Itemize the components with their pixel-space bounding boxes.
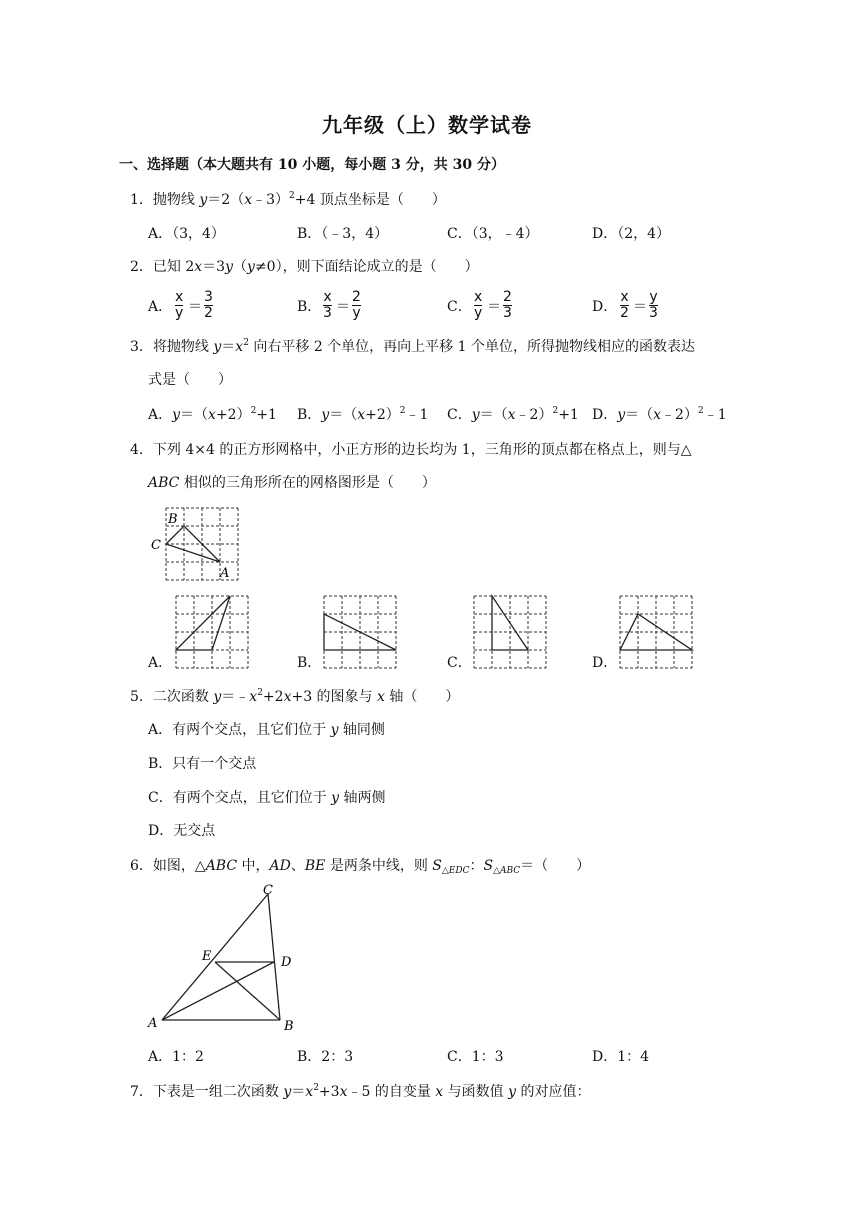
q6-label-d: D bbox=[281, 955, 292, 970]
q6-option-b[interactable]: B．2：3 bbox=[297, 1049, 354, 1065]
q4-option-d-grid-figure[interactable] bbox=[618, 594, 694, 670]
question-3-stem-cont: 式是（ ） bbox=[148, 372, 232, 388]
q6-triangle-figure bbox=[146, 884, 316, 1034]
q4-label-a: A bbox=[220, 566, 230, 581]
q4-reference-grid-figure bbox=[150, 505, 240, 585]
q1-option-b[interactable]: B．（﹣3，4） bbox=[297, 226, 389, 242]
q2-a-fraction-right: $\frac{3}{2}$ bbox=[204, 289, 213, 321]
q2-b-fraction-right: $\frac{2}{y}$ bbox=[352, 289, 361, 321]
question-3-stem: 3．将抛物线 $y=x^2$ 向右平移 2 个单位，再向上平移 1 个单位，所得抛物线相应的函数表达 bbox=[130, 338, 695, 355]
q2-d-equals: ＝ bbox=[633, 299, 647, 315]
q4-option-b-label[interactable]: B． bbox=[297, 655, 322, 671]
q3-option-b[interactable]: B．$y=(x+2)^2﹣1$ bbox=[297, 406, 429, 423]
q4-option-d-label[interactable]: D． bbox=[592, 655, 618, 671]
q4-option-c-label[interactable]: C． bbox=[447, 655, 472, 671]
question-2-stem: 2．已知 2x＝3y（y≠0），则下面结论成立的是（ ） bbox=[130, 259, 479, 275]
q1-option-a[interactable]: A．（3，4） bbox=[148, 226, 225, 242]
q5-option-d[interactable]: D．无交点 bbox=[148, 823, 216, 839]
q6-option-d[interactable]: D．1：4 bbox=[592, 1049, 650, 1065]
q3-option-c[interactable]: C．y＝（x﹣2）$^2$+1 bbox=[447, 406, 579, 423]
question-7-stem: 7．下表是一组二次函数 $y=x^2+3x﹣5$ 的自变量 x 与函数值 y 的对应值： bbox=[130, 1083, 591, 1100]
q2-d-fraction-right: $\frac{y}{3}$ bbox=[649, 289, 658, 321]
q2-c-equals: ＝ bbox=[487, 299, 501, 315]
question-5-stem: 5．二次函数 $y=﹣x^2+2x+3$ 的图象与 x 轴（ ） bbox=[130, 688, 460, 705]
q5-option-c[interactable]: C．有两个交点，且它们位于 y 轴两侧 bbox=[148, 790, 386, 806]
question-4-stem-cont: ABC 相似的三角形所在的网格图形是（ ） bbox=[148, 475, 436, 491]
q2-b-equals: ＝ bbox=[336, 299, 350, 315]
q6-option-c[interactable]: C．1：3 bbox=[447, 1049, 504, 1065]
q6-label-a: A bbox=[148, 1016, 158, 1031]
q2-option-c-label[interactable]: C． bbox=[447, 299, 472, 315]
question-6-stem: 6．如图，△ABC 中，AD、BE 是两条中线，则 $S_{\triangle EDC}$：$S_{\triangle ABC}=$（ ） bbox=[130, 858, 591, 876]
q6-label-e: E bbox=[202, 949, 212, 964]
q2-d-fraction-left: $\frac{x}{2}$ bbox=[620, 289, 629, 321]
question-4-stem: 4．下列 4×4 的正方形网格中，小正方形的边长均为 1，三角形的顶点都在格点上，则与△ bbox=[130, 442, 692, 458]
q2-a-fraction-left: $\frac{x}{y}$ bbox=[175, 289, 184, 321]
q3-option-d[interactable]: D．y＝（x﹣2）$^2$﹣1 bbox=[592, 406, 727, 423]
q5-option-a[interactable]: A．有两个交点，且它们位于 y 轴同侧 bbox=[148, 722, 385, 738]
q2-c-fraction-right: $\frac{2}{3}$ bbox=[503, 289, 512, 321]
q2-a-equals: ＝ bbox=[188, 299, 202, 315]
q4-label-b: B bbox=[168, 512, 178, 527]
q3-option-a[interactable]: A．$y=(x+2)^2+1$ bbox=[148, 406, 277, 423]
q6-label-b: B bbox=[284, 1019, 294, 1034]
q6-option-a[interactable]: A．1：2 bbox=[148, 1049, 204, 1065]
question-1-stem: 1．抛物线 y＝2（x﹣3）$^2$+4 顶点坐标是（ ） bbox=[130, 191, 446, 208]
q1-option-c[interactable]: C．（3，﹣4） bbox=[447, 226, 539, 242]
q1-option-d[interactable]: D．（2，4） bbox=[592, 226, 671, 242]
page-title: 九年级（上）数学试卷 bbox=[322, 113, 532, 137]
q5-option-b[interactable]: B．只有一个交点 bbox=[148, 756, 257, 772]
q2-b-fraction-left: $\frac{x}{3}$ bbox=[323, 289, 332, 321]
q2-c-fraction-left: $\frac{x}{y}$ bbox=[474, 289, 483, 321]
q4-option-a-label[interactable]: A． bbox=[148, 655, 173, 671]
q4-option-c-grid-figure[interactable] bbox=[472, 594, 548, 670]
q2-option-d-label[interactable]: D． bbox=[592, 299, 618, 315]
q4-option-b-grid-figure[interactable] bbox=[322, 594, 398, 670]
q2-option-b-label[interactable]: B． bbox=[297, 299, 322, 315]
section-heading: 一、选择题（本大题共有 10 小题，每小题 3 分，共 30 分） bbox=[119, 157, 505, 173]
q4-label-c: C bbox=[151, 538, 161, 553]
q2-option-a-label[interactable]: A． bbox=[148, 299, 173, 315]
q4-option-a-grid-figure[interactable] bbox=[174, 594, 250, 670]
q6-label-c: C bbox=[263, 884, 273, 898]
